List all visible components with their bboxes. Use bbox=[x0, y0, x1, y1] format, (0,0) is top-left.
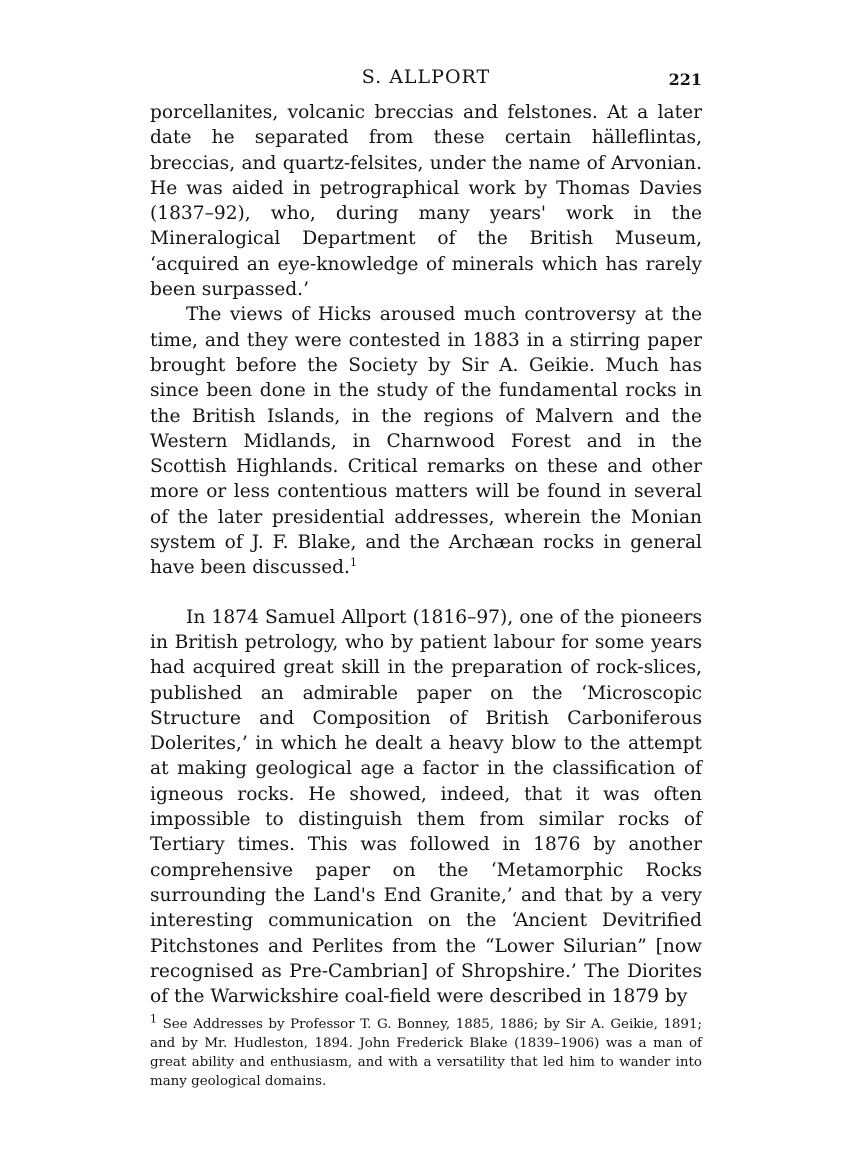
footnote-marker: 1 bbox=[150, 1012, 157, 1026]
running-head: S. ALLPORT bbox=[361, 66, 491, 88]
paragraph-3 bbox=[150, 605, 702, 1010]
page-header bbox=[150, 60, 702, 100]
page-number: 221 bbox=[668, 70, 702, 89]
paragraph-1 bbox=[150, 100, 702, 302]
footnote bbox=[150, 1012, 702, 1091]
footnote-reference: 1 bbox=[349, 556, 357, 570]
book-page bbox=[150, 60, 702, 1105]
footnote-text: See Addresses by Professor T. G. Bonney, 1885, 1886; by Sir A. Geikie, 1891; and by Mr. Hudleston, 1894. John Frederick Blake (1839–1906) was a man of great ability and enthusiasm, and with a versatility that led him to wander into many geological domains. bbox=[150, 1017, 702, 1090]
paragraph-2 bbox=[150, 302, 702, 580]
paragraph-1-text: porcellanites, volcanic breccias and felstones. At a later date he separated from these certain hälleflintas, breccias, and quartz-felsites, under the name of Arvonian. He was aided in petrographical work by Thomas Davies (1837–92), who, during many years' work in the Mineralogical Department of the British Museum, ‘acquired an eye-knowledge of minerals which has rarely been surpassed.’ bbox=[150, 102, 702, 301]
paragraph-2-text: The views of Hicks aroused much controversy at the time, and they were contested in 1883 in a stirring paper brought before the Society by Sir A. Geikie. Much has since been done in the study of the fundamental rocks in the British Islands, in the regions of Malvern and the Western Midlands, in Charnwood Forest and in the Scottish Highlands. Critical remarks on these and other more or less contentious matters will be found in several of the later presidential addresses, wherein the Monian system of J. F. Blake, and the Archæan rocks in general have been discussed. bbox=[150, 304, 702, 579]
paragraph-3-text: In 1874 Samuel Allport (1816–97), one of the pioneers in British petrology, who by patient labour for some years had acquired great skill in the preparation of rock-slices, published an admirable paper on the ‘Microscopic Structure and Composition of British Carboniferous Dolerites,’ in which he dealt a heavy blow to the attempt at making geological age a factor in the classification of igneous rocks. He showed, indeed, that it was often impossible to distinguish them from similar rocks of Tertiary times. This was followed in 1876 by another comprehensive paper on the ‘Metamorphic Rocks surrounding the Land's End Granite,’ and that by a very interesting communication on the ‘Ancient Devitrified Pitchstones and Perlites from the “Lower Silurian” [now recognised as Pre-Cambrian] of Shropshire.’ The Diorites of the Warwickshire coal-field were described in 1879 by bbox=[150, 606, 702, 1008]
section-gap bbox=[150, 581, 702, 605]
